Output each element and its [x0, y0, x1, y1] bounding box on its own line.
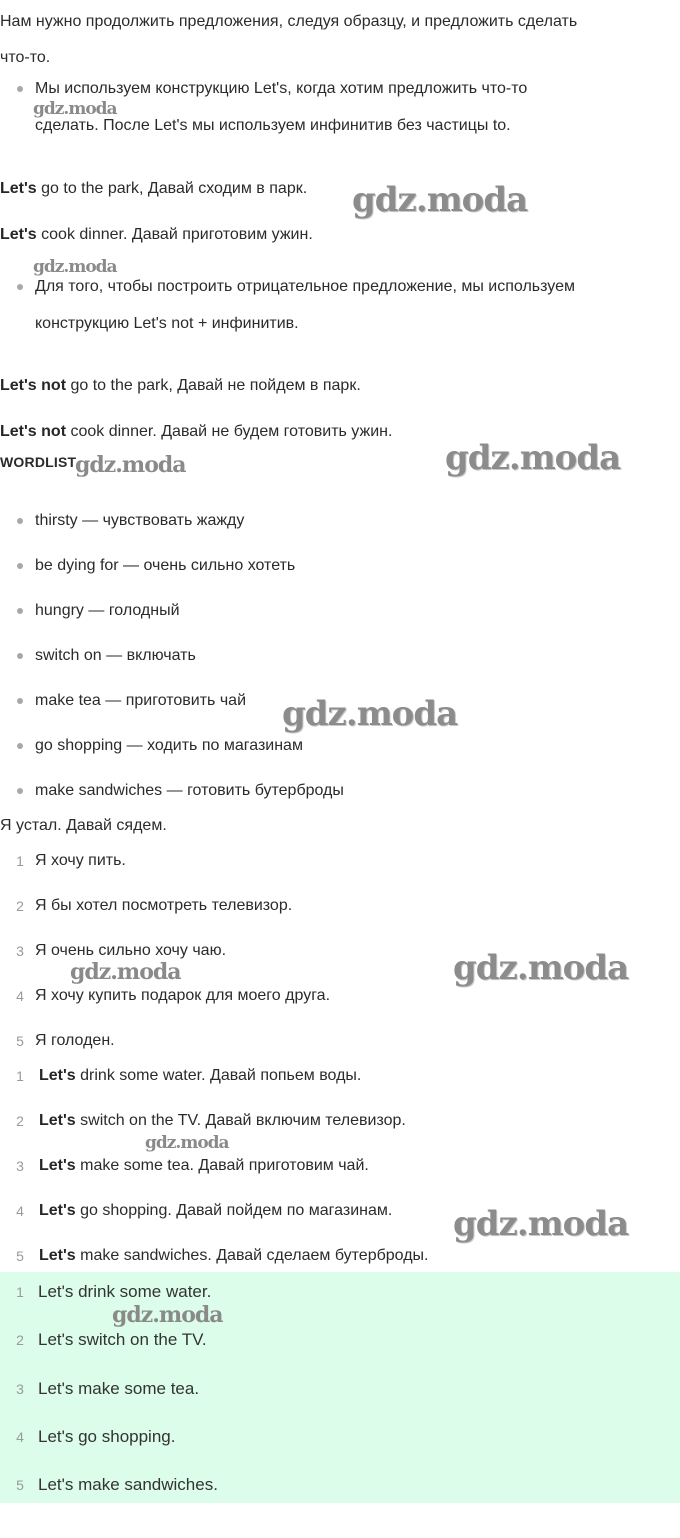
- bullet-icon: [17, 788, 23, 794]
- wordlist-heading: WORDLIST: [0, 454, 77, 470]
- list-number: 2: [16, 898, 24, 914]
- list-number: 3: [16, 1158, 24, 1174]
- wordlist-item: be dying for — очень сильно хотеть: [35, 557, 296, 574]
- wordlist-item: switch on — включать: [35, 647, 196, 664]
- list-number: 1: [16, 1068, 24, 1084]
- watermark-logo: gdz.moda: [445, 438, 621, 478]
- bullet-icon: [17, 518, 23, 524]
- rule-2-line-2: конструкцию Let's not + инфинитив.: [35, 315, 299, 332]
- wordlist-item: hungry — голодный: [35, 602, 180, 619]
- list-number: 4: [16, 988, 24, 1004]
- answer-item: Let's drink some water.: [38, 1282, 212, 1301]
- list-number: 1: [16, 1284, 24, 1300]
- wordlist-item: make tea — приготовить чай: [35, 692, 246, 709]
- prompt-item: Я голоден.: [35, 1032, 115, 1049]
- answer-item: Let's make some tea.: [38, 1379, 200, 1398]
- prompt-item: Я бы хотел посмотреть телевизор.: [35, 897, 293, 914]
- translation-item: Let's make some tea. Давай приготовим чай.: [39, 1157, 369, 1174]
- list-number: 3: [16, 943, 24, 959]
- prompt-example: Я устал. Давай сядем.: [0, 817, 167, 834]
- watermark-logo: gdz.moda: [112, 1302, 223, 1328]
- bullet-icon: [17, 653, 23, 659]
- translation-item: Let's drink some water. Давай попьем воды.: [39, 1067, 362, 1084]
- rule-1-line-2: сделать. После Let's мы используем инфинитив без частицы to.: [35, 117, 511, 134]
- bullet-icon: [17, 563, 23, 569]
- watermark-logo: gdz.moda: [70, 959, 181, 985]
- intro-line-2: что-то.: [0, 49, 51, 66]
- list-number: 5: [16, 1248, 24, 1264]
- answer-item: Let's switch on the TV.: [38, 1330, 207, 1349]
- intro-line-1: Нам нужно продолжить предложения, следуя образцу, и предложить сделать: [0, 13, 578, 30]
- watermark-logo: gdz.moda: [453, 1204, 629, 1244]
- bullet-icon: [17, 608, 23, 614]
- list-number: 4: [16, 1429, 24, 1445]
- bullet-icon: [17, 698, 23, 704]
- wordlist-item: go shopping — ходить по магазинам: [35, 737, 303, 754]
- example-sentence: Let's not go to the park, Давай не пойдем в парк.: [0, 377, 361, 394]
- watermark-logo: gdz.moda: [282, 694, 458, 734]
- prompt-item: Я очень сильно хочу чаю.: [35, 942, 227, 959]
- wordlist-item: thirsty — чувствовать жажду: [35, 512, 245, 529]
- wordlist-item: make sandwiches — готовить бутерброды: [35, 782, 344, 799]
- example-sentence: Let's not cook dinner. Давай не будем готовить ужин.: [0, 423, 393, 440]
- watermark-logo: gdz.moda: [33, 257, 117, 277]
- example-sentence: Let's go to the park, Давай сходим в парк.: [0, 180, 308, 197]
- translation-item: Let's go shopping. Давай пойдем по магазинам.: [39, 1202, 393, 1219]
- list-number: 5: [16, 1477, 24, 1493]
- bullet-icon: [17, 284, 23, 290]
- translation-item: Let's switch on the TV. Давай включим телевизор.: [39, 1112, 406, 1129]
- prompt-item: Я хочу купить подарок для моего друга.: [35, 987, 331, 1004]
- list-number: 3: [16, 1381, 24, 1397]
- rule-2-line-1: Для того, чтобы построить отрицательное предложение, мы используем: [35, 278, 575, 295]
- bullet-icon: [17, 86, 23, 92]
- prompt-item: Я хочу пить.: [35, 852, 126, 869]
- translation-item: Let's make sandwiches. Давай сделаем бутерброды.: [39, 1247, 429, 1264]
- list-number: 1: [16, 853, 24, 869]
- watermark-logo: gdz.moda: [453, 948, 629, 988]
- watermark-logo: gdz.moda: [145, 1133, 229, 1153]
- watermark-logo: gdz.moda: [33, 99, 117, 119]
- rule-1-line-1: Мы используем конструкцию Let's, когда хотим предложить что-то: [35, 80, 528, 97]
- list-number: 2: [16, 1332, 24, 1348]
- intro-text: [0, 4, 680, 76]
- answer-item: Let's go shopping.: [38, 1427, 176, 1446]
- watermark-logo: gdz.moda: [75, 452, 186, 478]
- list-number: 2: [16, 1113, 24, 1129]
- list-number: 5: [16, 1033, 24, 1049]
- watermark-logo: gdz.moda: [352, 180, 528, 220]
- example-sentence: Let's cook dinner. Давай приготовим ужин.: [0, 226, 313, 243]
- list-number: 4: [16, 1203, 24, 1219]
- bullet-icon: [17, 743, 23, 749]
- answer-item: Let's make sandwiches.: [38, 1475, 218, 1494]
